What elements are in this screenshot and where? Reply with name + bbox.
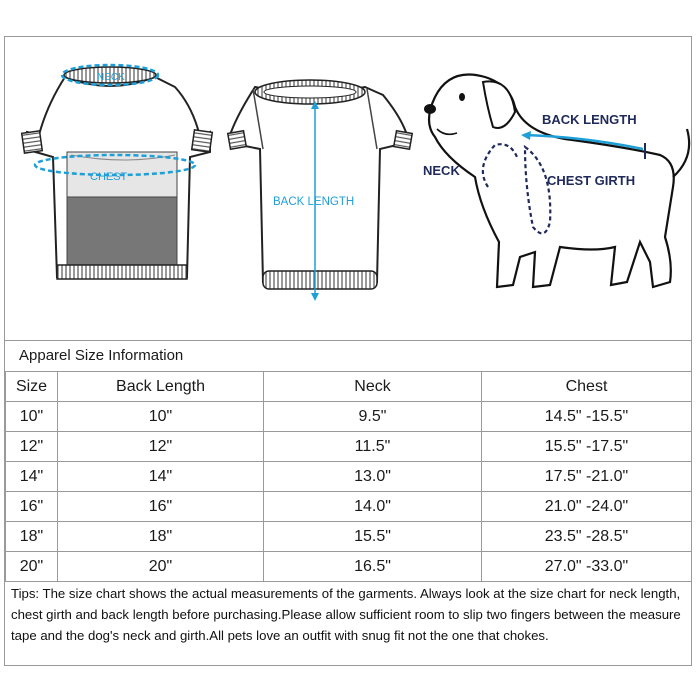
cell-neck: 11.5" <box>264 432 482 462</box>
cell-chest: 15.5" -17.5" <box>482 432 692 462</box>
cell-neck: 15.5" <box>264 522 482 552</box>
cell-back-length: 14" <box>58 462 264 492</box>
header-neck: Neck <box>264 372 482 402</box>
measurement-illustration <box>5 37 691 337</box>
header-chest: Chest <box>482 372 692 402</box>
header-back-length: Back Length <box>58 372 264 402</box>
dog-back-length-label: BACK LENGTH <box>542 112 637 127</box>
chest-label: CHEST <box>90 171 128 183</box>
cell-chest: 23.5" -28.5" <box>482 522 692 552</box>
cell-neck: 9.5" <box>264 402 482 432</box>
cell-size: 12" <box>6 432 58 462</box>
size-table <box>5 371 692 582</box>
table-title-row <box>5 340 691 371</box>
cell-chest: 21.0" -24.0" <box>482 492 692 522</box>
table-row <box>6 492 692 522</box>
cell-size: 14" <box>6 462 58 492</box>
cell-back-length: 20" <box>58 552 264 582</box>
table-row <box>6 462 692 492</box>
size-chart-panel <box>4 36 692 666</box>
cell-neck: 14.0" <box>264 492 482 522</box>
sweater-back-drawing <box>228 80 413 301</box>
cell-chest: 17.5" -21.0" <box>482 462 692 492</box>
neck-label: NECK <box>97 72 125 83</box>
dog-neck-label: NECK <box>423 163 460 178</box>
cell-chest: 27.0" -33.0" <box>482 552 692 582</box>
cell-size: 16" <box>6 492 58 522</box>
table-row <box>6 402 692 432</box>
header-size: Size <box>6 372 58 402</box>
back-length-label: BACK LENGTH <box>273 196 355 208</box>
table-row <box>6 552 692 582</box>
table-header-row <box>6 372 692 402</box>
table-row <box>6 432 692 462</box>
table-row <box>6 522 692 552</box>
cell-size: 20" <box>6 552 58 582</box>
cell-size: 18" <box>6 522 58 552</box>
cell-back-length: 10" <box>58 402 264 432</box>
dog-chest-girth-label: CHEST GIRTH <box>547 173 636 188</box>
cell-back-length: 18" <box>58 522 264 552</box>
cell-back-length: 16" <box>58 492 264 522</box>
table-title: Apparel Size Information <box>19 347 184 364</box>
cell-back-length: 12" <box>58 432 264 462</box>
cell-neck: 16.5" <box>264 552 482 582</box>
cell-size: 10" <box>6 402 58 432</box>
tips-text: Tips: The size chart shows the actual measurements of the garments. Always look at the size chart for neck length, chest girth and back length before purchasing.Please allow sufficient room to slip two fingers between the measure tape and the dog's neck and girth.All pets love an outfit with snug fit not the one that chokes. <box>11 586 681 643</box>
cell-neck: 13.0" <box>264 462 482 492</box>
cell-chest: 14.5" -15.5" <box>482 402 692 432</box>
